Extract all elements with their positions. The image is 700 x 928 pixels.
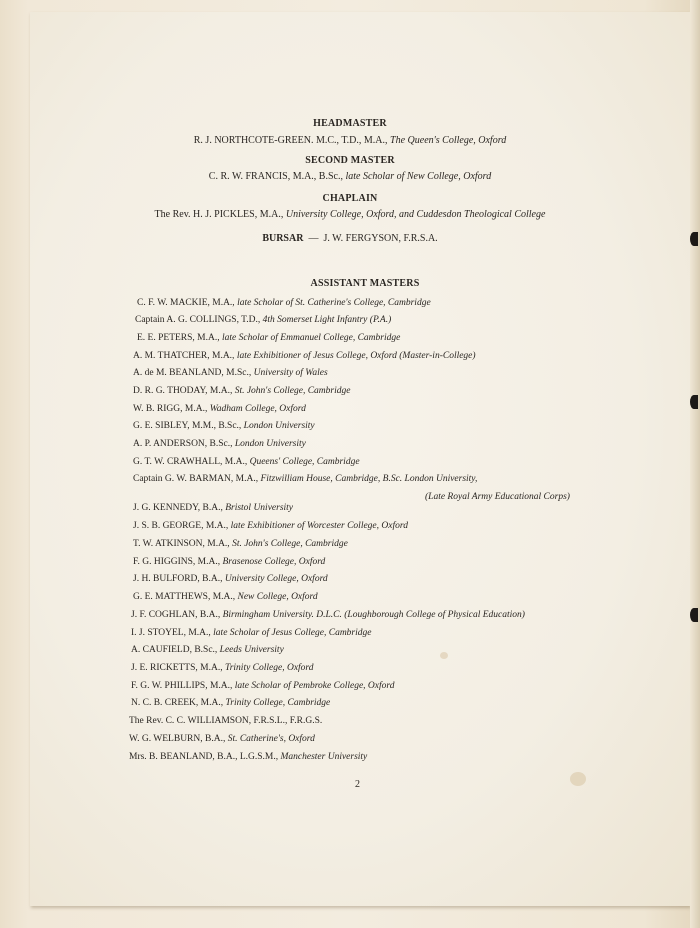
bursar-line [0,233,700,244]
master-name: D. R. G. THODAY, M.A., [133,386,233,396]
assistant-masters-heading: ASSISTANT MASTERS [310,278,420,289]
headmaster-college: The Queen's College, Oxford [390,135,507,146]
master-college: Trinity College, Oxford [224,663,314,673]
master-college: Manchester University [280,752,368,762]
master-college: University College, Oxford [224,574,328,584]
master-name: A. P. ANDERSON, B.Sc., [133,439,233,449]
master-name: J. E. RICKETTS, M.A., [131,663,223,673]
second-master-name: C. R. W. FRANCIS, M.A., B.Sc., [208,171,343,182]
master-row [131,698,330,708]
master-name: G. E. MATTHEWS, M.A., [133,592,236,602]
master-name: Mrs. B. BEANLAND, B.A., L.G.S.M., [129,752,279,762]
chaplain-heading: CHAPLAIN [322,193,378,204]
master-row [133,439,306,449]
master-row [133,474,477,484]
paper-stain [440,652,448,659]
master-row [137,298,431,308]
master-name: J. H. BULFORD, B.A., [133,574,223,584]
master-college: St. John's College, Cambridge [232,539,348,549]
master-row [133,421,315,431]
master-college: St. Catherine's, Oxford [227,734,315,744]
master-row [133,521,408,531]
master-row [131,663,314,673]
master-college: London University [243,421,315,431]
master-name: W. G. WELBURN, B.A., [129,734,226,744]
staple-hole [690,608,698,622]
master-row [133,592,318,602]
master-name: J. S. B. GEORGE, M.A., [133,521,229,531]
master-college: Fitzwilliam House, Cambridge, B.Sc. London University, [260,474,478,484]
second-master-line [0,171,700,182]
master-college: Queens' College, Cambridge [249,457,360,467]
second-master-college: late Scholar of New College, Oxford [345,171,492,182]
master-name: T. W. ATKINSON, M.A., [133,539,230,549]
page-number: 2 [355,779,360,790]
bursar-heading: BURSAR [262,233,304,244]
master-row [133,386,350,396]
chaplain-name: The Rev. H. J. PICKLES, M.A., [154,209,284,220]
master-row [129,752,367,762]
master-row [133,404,306,414]
master-name: A. CAUFIELD, B.Sc., [131,645,218,655]
master-college: University of Wales [253,368,328,378]
master-row [133,368,328,378]
master-row [133,503,293,513]
bursar-dash: — [308,233,319,244]
master-row [131,610,525,620]
master-college: late Scholar of Emmanuel College, Cambridge [221,333,401,343]
master-row [137,333,400,343]
master-college: late Scholar of St. Catherine's College, Cambridge [237,298,431,308]
master-college: London University [234,439,306,449]
master-name: F. G. W. PHILLIPS, M.A., [131,681,233,691]
master-college: New College, Oxford [237,592,318,602]
headmaster-heading: HEADMASTER [313,118,387,129]
master-college: late Scholar of Pembroke College, Oxford [234,681,395,691]
bursar-name: J. W. FERGYSON, F.R.S.A. [323,233,438,244]
master-name: A. M. THATCHER, M.A., [133,351,235,361]
master-row [135,315,391,325]
chaplain-college: University College, Oxford, and Cuddesdon Theological College [285,209,546,220]
master-name: G. E. SIBLEY, M.M., B.Sc., [133,421,242,431]
master-college: Wadham College, Oxford [209,404,306,414]
master-college: Trinity College, Cambridge [225,698,331,708]
master-college: late Exhibitioner of Worcester College, Oxford [230,521,408,531]
master-college: late Exhibitioner of Jesus College, Oxford (Master-in-College) [236,351,476,361]
master-name: E. E. PETERS, M.A., [137,333,220,343]
barman-continuation: (Late Royal Army Educational Corps) [425,492,570,502]
master-name: G. T. W. CRAWHALL, M.A., [133,457,248,467]
master-row [131,628,372,638]
headmaster-line [0,135,700,146]
master-college: Leeds University [219,645,284,655]
master-college: Birmingham University. D.L.C. (Loughborough College of Physical Education) [222,610,525,620]
master-row [133,574,328,584]
master-row [133,539,348,549]
master-name: A. de M. BEANLAND, M.Sc., [133,368,252,378]
master-row [129,734,315,744]
master-college: 4th Somerset Light Infantry (P.A.) [262,315,392,325]
headmaster-name: R. J. NORTHCOTE-GREEN. M.C., T.D., M.A., [193,135,388,146]
master-college: late Scholar of Jesus College, Cambridge [213,628,372,638]
master-name: Captain A. G. COLLINGS, T.D., [135,315,261,325]
second-master-heading: SECOND MASTER [305,155,395,166]
master-name: J. G. KENNEDY, B.A., [133,503,223,513]
master-row [131,645,284,655]
paper-sheet [30,12,690,906]
master-row [133,457,360,467]
master-college: Brasenose College, Oxford [222,557,326,567]
master-name: The Rev. C. C. WILLIAMSON, F.R.S.L., F.R.G.S. [129,716,323,726]
master-name: W. B. RIGG, M.A., [133,404,208,414]
master-name: Captain G. W. BARMAN, M.A., [133,474,259,484]
master-name: F. G. HIGGINS, M.A., [133,557,221,567]
master-row [129,716,322,726]
master-college: St. John's College, Cambridge [234,386,351,396]
staple-hole [690,395,698,409]
master-college: Bristol University [225,503,294,513]
master-name: J. F. COGHLAN, B.A., [131,610,221,620]
chaplain-line [0,209,700,220]
master-row [133,351,476,361]
master-row [131,681,394,691]
master-name: N. C. B. CREEK, M.A., [131,698,224,708]
master-name: I. J. STOYEL, M.A., [131,628,211,638]
master-row [133,557,325,567]
master-name: C. F. W. MACKIE, M.A., [137,298,235,308]
